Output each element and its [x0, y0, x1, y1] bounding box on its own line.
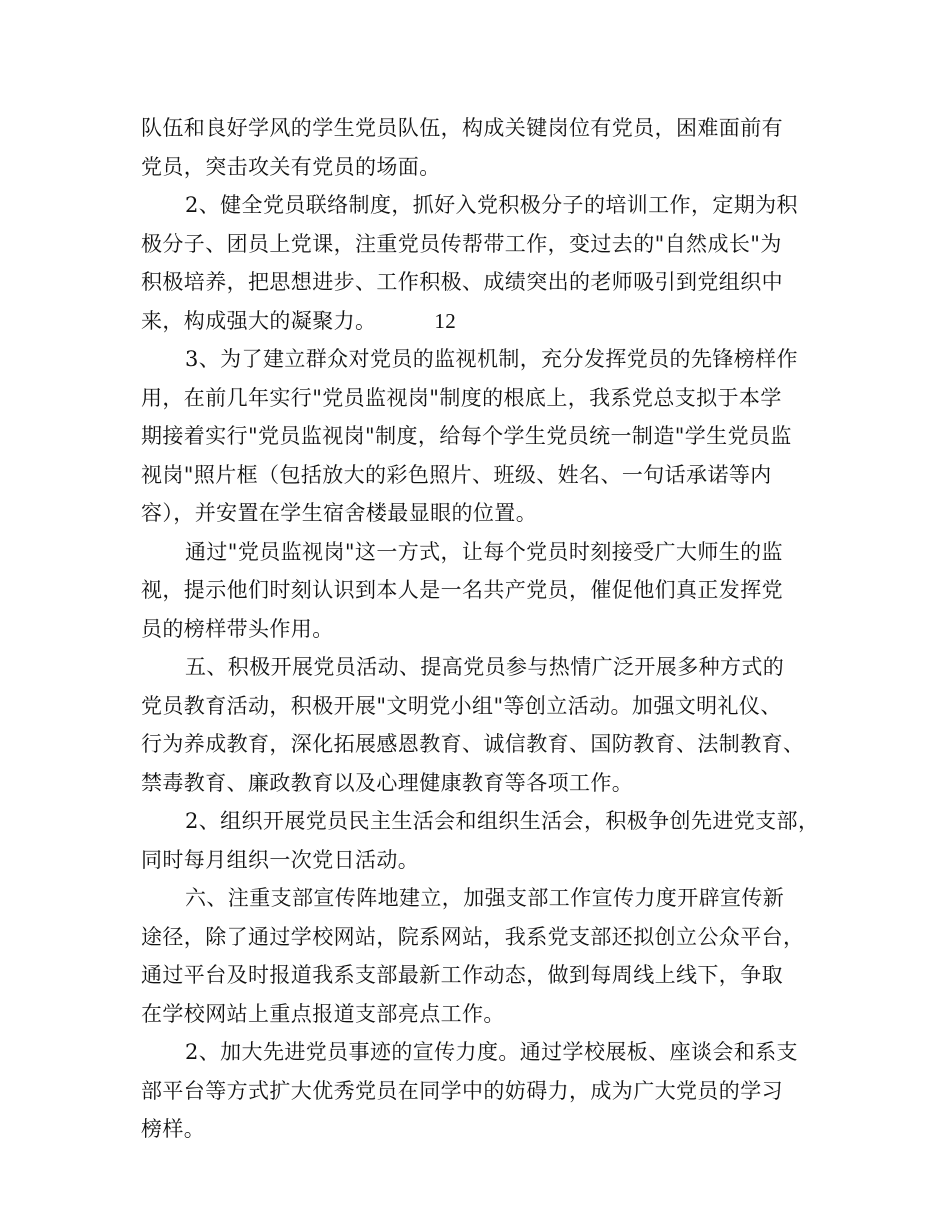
text-line: 通过"党员监视岗"这一方式，让每个党员时刻接受广大师生的监	[185, 539, 783, 564]
paragraph-5	[141, 648, 813, 802]
text-line: 视岗"照片框（包括放大的彩色照片、班级、姓名、一句话承诺等内	[141, 462, 772, 487]
text-line: 在学校网站上重点报道支部亮点工作。	[141, 1001, 505, 1026]
text-line: 用，在前几年实行"党员监视岗"制度的根底上，我系党总支拟于本学	[141, 385, 782, 410]
document-body	[141, 109, 820, 1149]
text-line: 2、加大先进党员事迹的宣传力度。通过学校展板、座谈会和系支	[185, 1040, 798, 1064]
text-line: 党员教育活动，积极开展"文明党小组"等创立活动。加强文明礼仪、	[141, 693, 782, 718]
text-line: 容），并安置在学生宿舍楼最显眼的位置。	[141, 501, 538, 525]
text-line: 部平台等方式扩大优秀党员在同学中的妨碍力，成为广大党员的学习	[141, 1078, 783, 1103]
text-line: 同时每月组织一次党日活动。	[141, 847, 420, 872]
inline-number: 12	[434, 308, 457, 333]
text-line: 通过平台及时报道我系支部最新工作动态，做到每周线上线下，争取	[141, 963, 783, 987]
text-line: 五、积极开展党员活动、提高党员参与热情广泛开展多种方式的	[185, 655, 785, 679]
paragraph-3	[141, 340, 813, 533]
text-line: 六、注重支部宣传阵地建立，加强支部工作宣传力度开辟宣传新	[185, 886, 785, 910]
text-line: 积极培养，把思想进步、工作积极、成绩突出的老师吸引到党组织中	[141, 270, 783, 294]
text-line: 队伍和良好学风的学生党员队伍，构成关键岗位有党员，困难面前有	[141, 116, 783, 140]
text-line: 极分子、团员上党课，注重党员传帮带工作，变过去的"自然成长"为	[141, 231, 782, 256]
text-line-with-number	[141, 302, 813, 341]
paragraph-1	[141, 109, 813, 186]
paragraph-4	[141, 533, 813, 649]
text-line: 视，提示他们时刻认识到本人是一名共产党员，催促他们真正发挥党	[141, 578, 783, 602]
text-line: 途径，除了通过学校网站，院系网站，我系党支部还拟创立公众平台，	[141, 924, 805, 949]
text-line: 禁毒教育、廉政教育以及心理健康教育等各项工作。	[141, 770, 634, 795]
text-line: 榜样。	[141, 1117, 206, 1141]
text-line: 来，构成强大的凝聚力。	[141, 308, 377, 333]
text-line: 党员，突击攻关有党员的场面。	[141, 154, 441, 179]
paragraph-6	[141, 802, 820, 879]
text-line: 员的榜样带头作用。	[141, 616, 334, 641]
paragraph-7	[141, 879, 813, 1033]
paragraph-8	[141, 1033, 813, 1149]
text-line: 期接着实行"党员监视岗"制度，给每个学生党员统一制造"学生党员监	[141, 424, 792, 448]
text-line: 3、为了建立群众对党员的监视机制，充分发挥党员的先锋榜样作	[185, 347, 798, 371]
text-line: 行为养成教育，深化拓展感恩教育、诚信教育、国防教育、法制教育、	[141, 732, 805, 756]
text-line: 2、组织开展党员民主生活会和组织生活会，积极争创先进党支部，	[185, 809, 820, 833]
text-line: 2、健全党员联络制度，抓好入党积极分子的培训工作，定期为积	[185, 193, 798, 217]
paragraph-2	[141, 186, 813, 340]
